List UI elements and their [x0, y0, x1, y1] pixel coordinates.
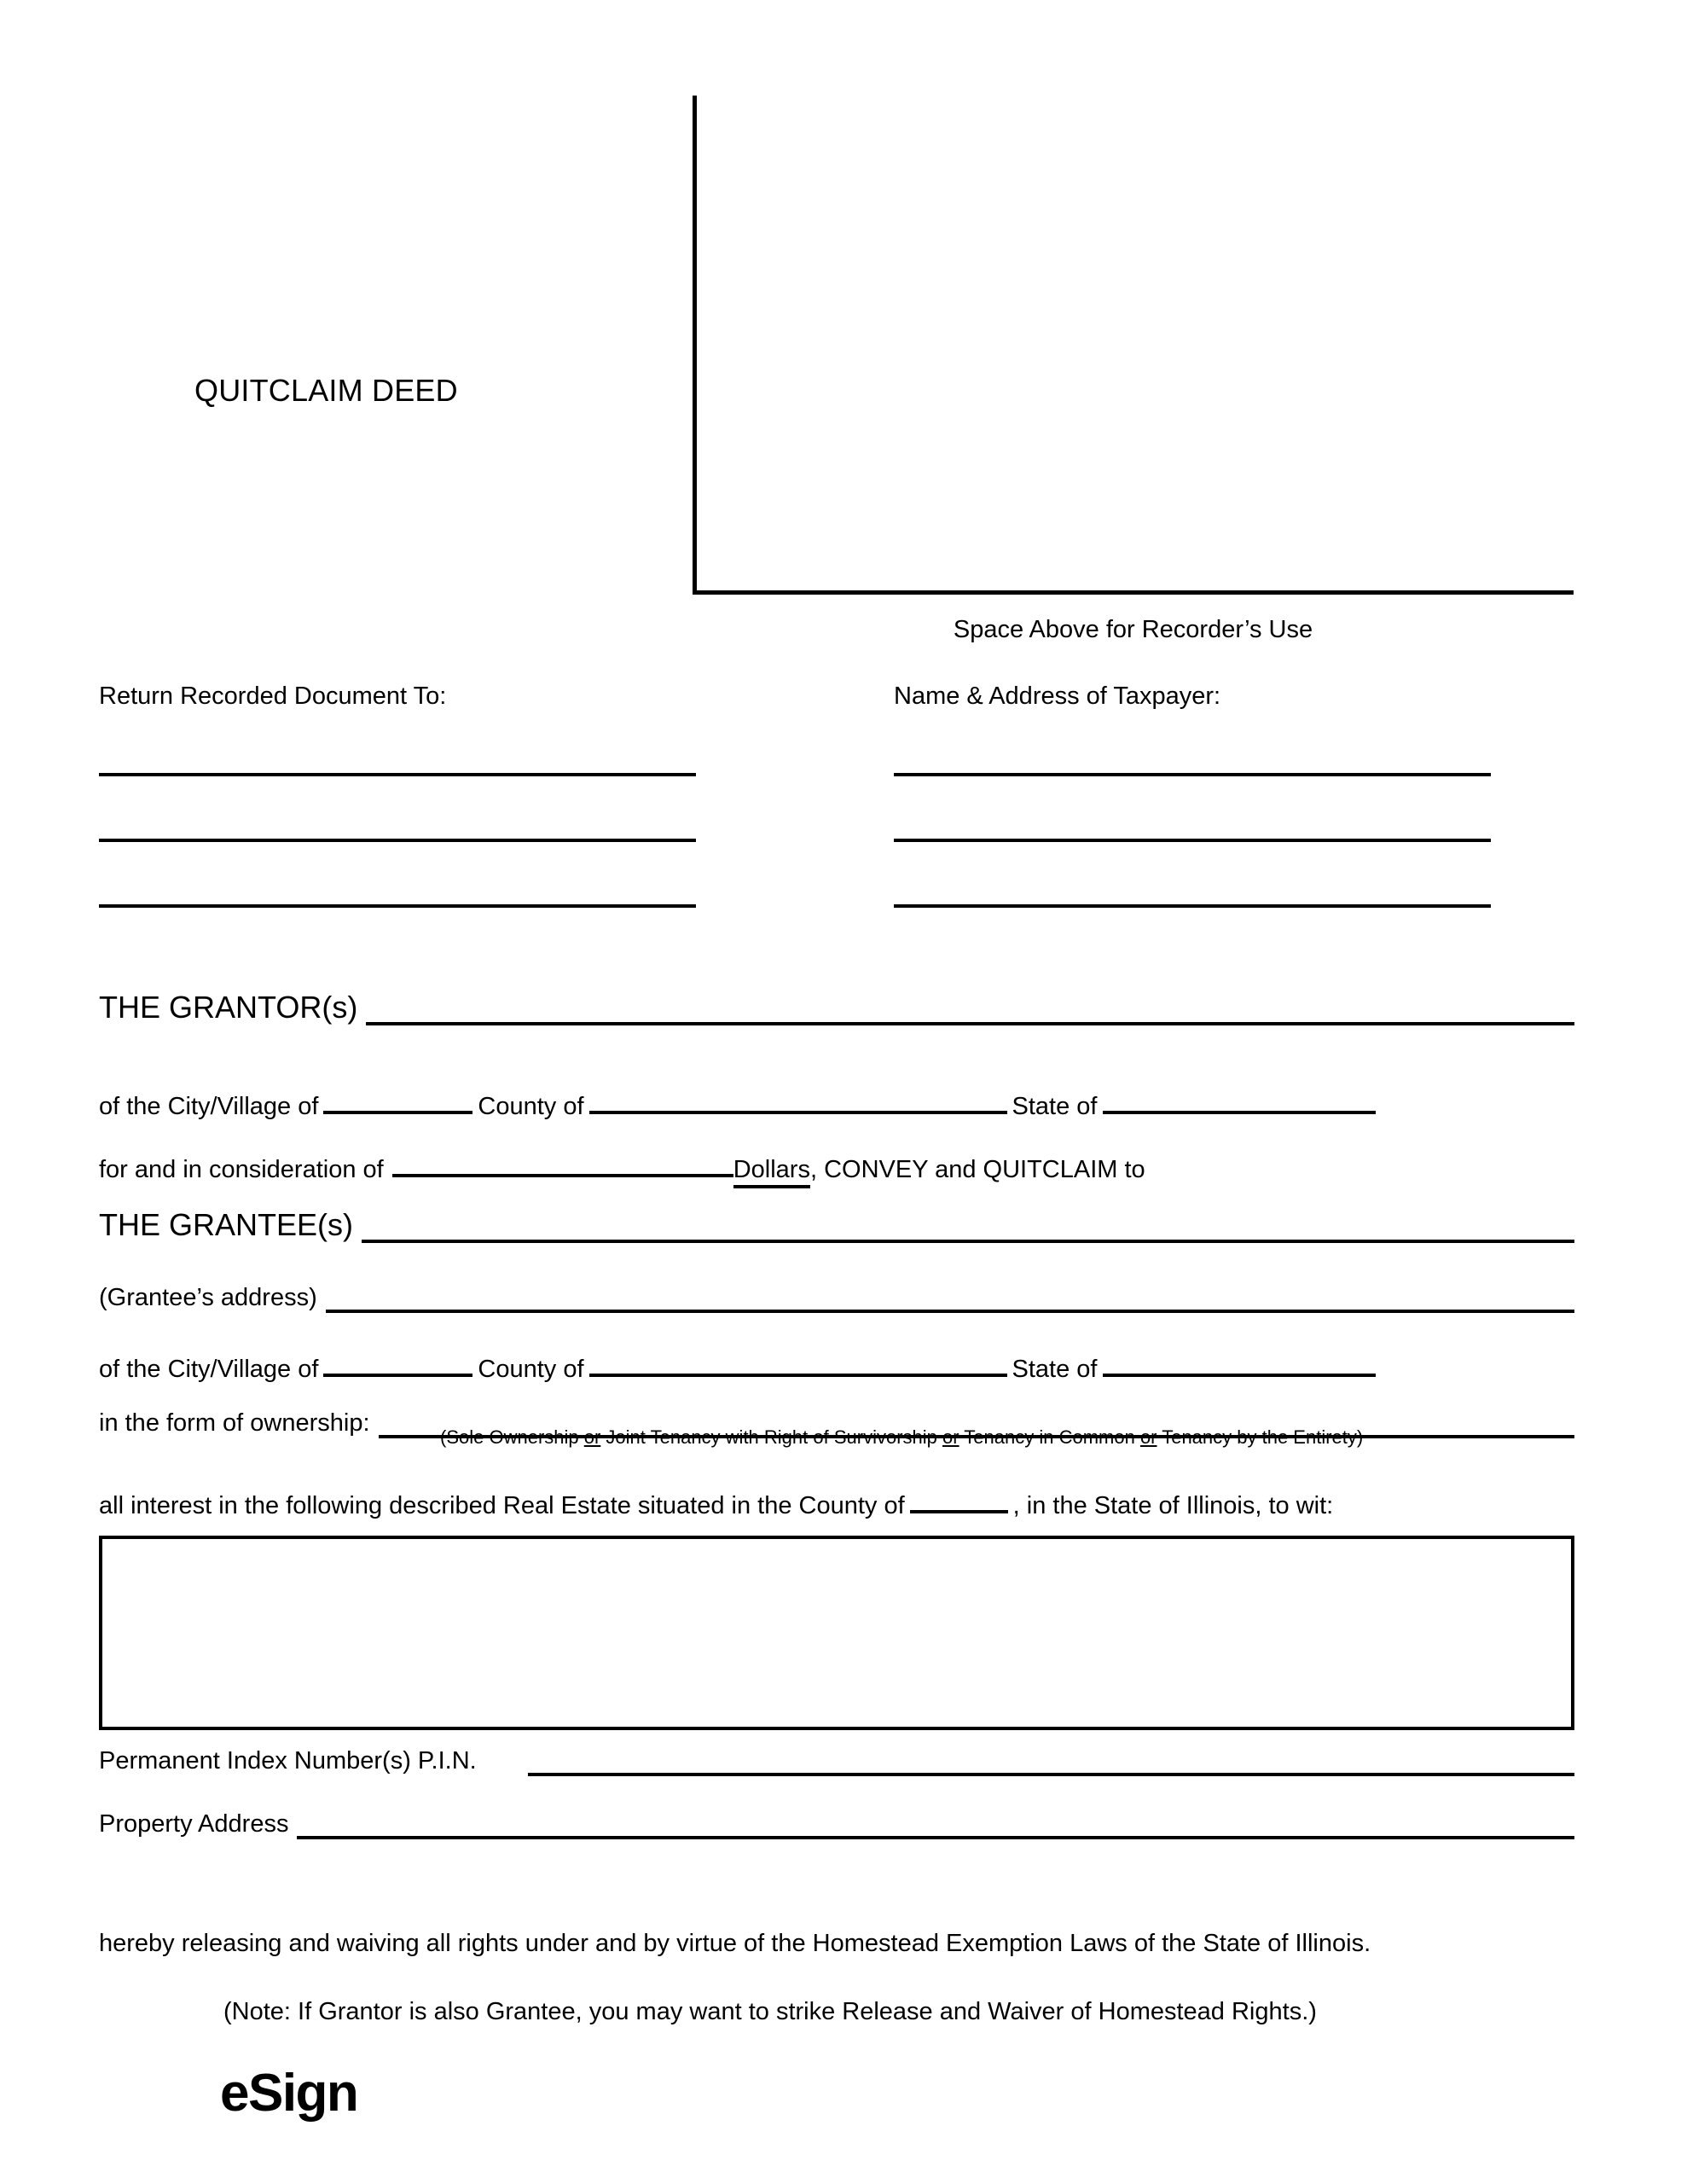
- ownership-note-part-4: Tenancy by the Entirety): [1157, 1426, 1364, 1448]
- grantee-label: THE GRANTEE(s): [99, 1207, 354, 1242]
- property-address-row: [99, 1810, 1574, 1839]
- taxpayer-address-line-3[interactable]: [894, 904, 1491, 908]
- property-address-label: Property Address: [99, 1810, 289, 1838]
- real-estate-interest-label: all interest in the following described Real Estate situated in the County of: [99, 1492, 905, 1519]
- grantor-name-field[interactable]: [366, 996, 1574, 1025]
- grantor-label: THE GRANTOR(s): [99, 990, 358, 1025]
- grantee-county-label: County of: [478, 1356, 584, 1383]
- ownership-label: in the form of ownership:: [99, 1409, 370, 1437]
- taxpayer-address-line-2[interactable]: [894, 839, 1491, 842]
- ownership-note-or-1: or: [583, 1426, 601, 1448]
- grantor-state-field[interactable]: [1103, 1085, 1376, 1114]
- convey-quitclaim-text: , CONVEY and QUITCLAIM to: [809, 1156, 1145, 1183]
- grantor-city-field[interactable]: [323, 1085, 472, 1114]
- return-address-line-3[interactable]: [99, 904, 696, 908]
- ownership-note-part-3: Tenancy in Common: [959, 1426, 1140, 1448]
- homestead-release-text: hereby releasing and waiving all rights under and by virtue of the Homestead Exemption Laws of the State of Illinois.: [99, 1930, 1371, 1957]
- esign-logo: eSign: [220, 2064, 358, 2123]
- pin-row: [99, 1747, 1574, 1776]
- recorder-use-box: [693, 96, 1574, 595]
- consideration-row: [99, 1148, 1574, 1188]
- real-estate-county-field[interactable]: [910, 1484, 1008, 1513]
- taxpayer-name-address-label: Name & Address of Taxpayer:: [894, 682, 1221, 710]
- return-address-line-1[interactable]: [99, 773, 696, 776]
- ownership-options-note: [440, 1426, 1363, 1449]
- grantor-row: [99, 990, 1574, 1025]
- pin-label: Permanent Index Number(s) P.I.N.: [99, 1747, 477, 1774]
- ownership-note-or-2: or: [942, 1426, 959, 1448]
- consideration-label: for and in consideration of: [99, 1156, 384, 1183]
- grantor-county-label: County of: [478, 1093, 584, 1120]
- grantor-county-field[interactable]: [589, 1085, 1007, 1114]
- real-estate-interest-row: [99, 1484, 1574, 1520]
- recorder-use-caption: Space Above for Recorder’s Use: [953, 616, 1313, 643]
- grantee-city-label: of the City/Village of: [99, 1356, 319, 1383]
- grantee-address-label: (Grantee’s address): [99, 1284, 317, 1311]
- grantee-county-field[interactable]: [589, 1348, 1007, 1377]
- real-estate-state-text: , in the State of Illinois, to wit:: [1012, 1492, 1334, 1519]
- grantee-row: [99, 1207, 1574, 1243]
- grantee-address-row: [99, 1284, 1574, 1313]
- dollars-word: Dollars: [733, 1156, 810, 1188]
- property-address-field[interactable]: [297, 1810, 1574, 1839]
- grantee-state-field[interactable]: [1103, 1348, 1376, 1377]
- grantee-city-field[interactable]: [323, 1348, 472, 1377]
- page-title: QUITCLAIM DEED: [194, 373, 458, 408]
- ownership-note-or-3: or: [1139, 1426, 1157, 1448]
- grantor-state-label: State of: [1012, 1093, 1098, 1120]
- return-recorded-document-label: Return Recorded Document To:: [99, 682, 447, 710]
- homestead-note-text: (Note: If Grantor is also Grantee, you may want to strike Release and Waiver of Homestead Rights.): [223, 1998, 1317, 2025]
- ownership-note-part-1: (Sole Ownership: [440, 1426, 584, 1448]
- legal-description-box[interactable]: [99, 1536, 1574, 1730]
- consideration-amount-field[interactable]: [392, 1148, 733, 1177]
- taxpayer-address-line-1[interactable]: [894, 773, 1491, 776]
- grantee-name-field[interactable]: [362, 1214, 1574, 1243]
- ownership-note-part-2: Joint Tenancy with Right of Survivorship: [600, 1426, 942, 1448]
- grantor-city-label: of the City/Village of: [99, 1093, 319, 1120]
- grantor-location-row: [99, 1085, 1574, 1121]
- grantee-address-field[interactable]: [326, 1284, 1574, 1313]
- grantee-location-row: [99, 1348, 1574, 1384]
- pin-field[interactable]: [528, 1747, 1574, 1776]
- grantee-state-label: State of: [1012, 1356, 1098, 1383]
- return-address-line-2[interactable]: [99, 839, 696, 842]
